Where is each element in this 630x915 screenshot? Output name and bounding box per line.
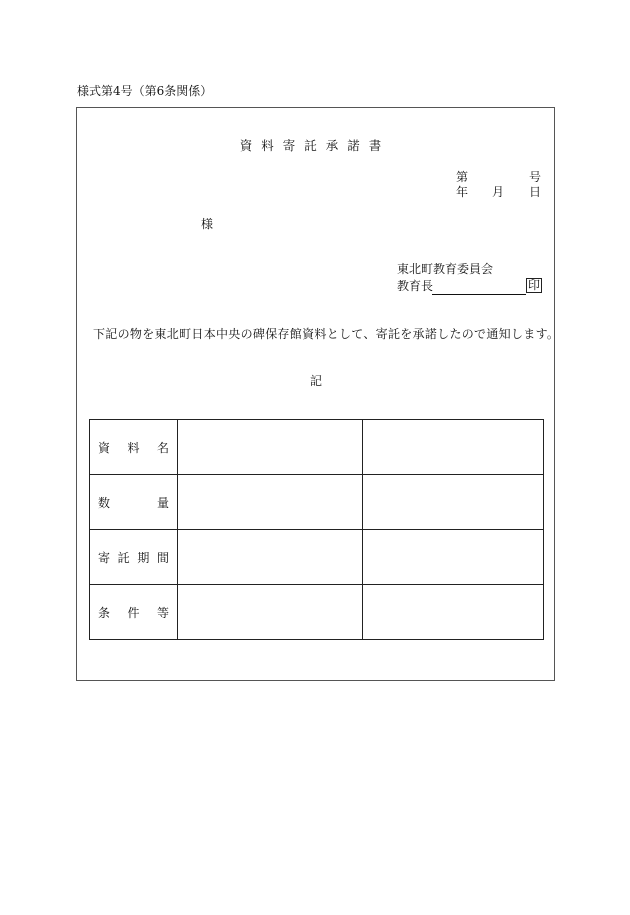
number-suffix: 号 <box>529 170 542 184</box>
signature-line <box>432 294 526 295</box>
label-char: 資 <box>98 440 111 455</box>
table-row <box>90 530 544 585</box>
document-title: 資料寄託承諾書 <box>239 138 391 153</box>
label-char: 名 <box>156 440 169 455</box>
label-cell <box>90 585 178 640</box>
seal-mark: 印 <box>528 278 541 292</box>
label-char: 料 <box>127 440 140 455</box>
table-row <box>90 585 544 640</box>
value-cell[interactable] <box>363 585 544 640</box>
label-char: 間 <box>156 550 169 565</box>
value-cell[interactable] <box>363 530 544 585</box>
table-row <box>90 420 544 475</box>
label-char: 等 <box>156 605 169 620</box>
date-year: 年 <box>456 185 469 199</box>
label-char: 期 <box>137 550 150 565</box>
table-row <box>90 475 544 530</box>
details-table <box>89 419 544 640</box>
label-char: 量 <box>156 495 169 510</box>
value-cell[interactable] <box>178 585 363 640</box>
form-number: 様式第4号（第6条関係） <box>77 84 213 98</box>
label-cell <box>90 420 178 475</box>
label-char: 件 <box>127 605 140 620</box>
body-text: 下記の物を東北町日本中央の碑保存館資料として、寄託を承諾したので通知します。 <box>93 327 560 341</box>
number-prefix: 第 <box>456 170 469 184</box>
value-cell[interactable] <box>178 475 363 530</box>
date-day: 日 <box>529 185 542 199</box>
label-char: 託 <box>117 550 130 565</box>
issuer-title: 教育長 <box>397 279 434 293</box>
value-cell[interactable] <box>178 420 363 475</box>
value-cell[interactable] <box>363 420 544 475</box>
ki-heading: 記 <box>310 374 323 388</box>
value-cell[interactable] <box>178 530 363 585</box>
label-cell <box>90 530 178 585</box>
addressee-suffix: 様 <box>201 217 214 231</box>
label-char: 数 <box>98 495 111 510</box>
value-cell[interactable] <box>363 475 544 530</box>
label-char: 条 <box>98 605 111 620</box>
issuer-organization: 東北町教育委員会 <box>397 262 494 276</box>
date-month: 月 <box>492 185 505 199</box>
label-char: 寄 <box>98 550 111 565</box>
label-cell <box>90 475 178 530</box>
